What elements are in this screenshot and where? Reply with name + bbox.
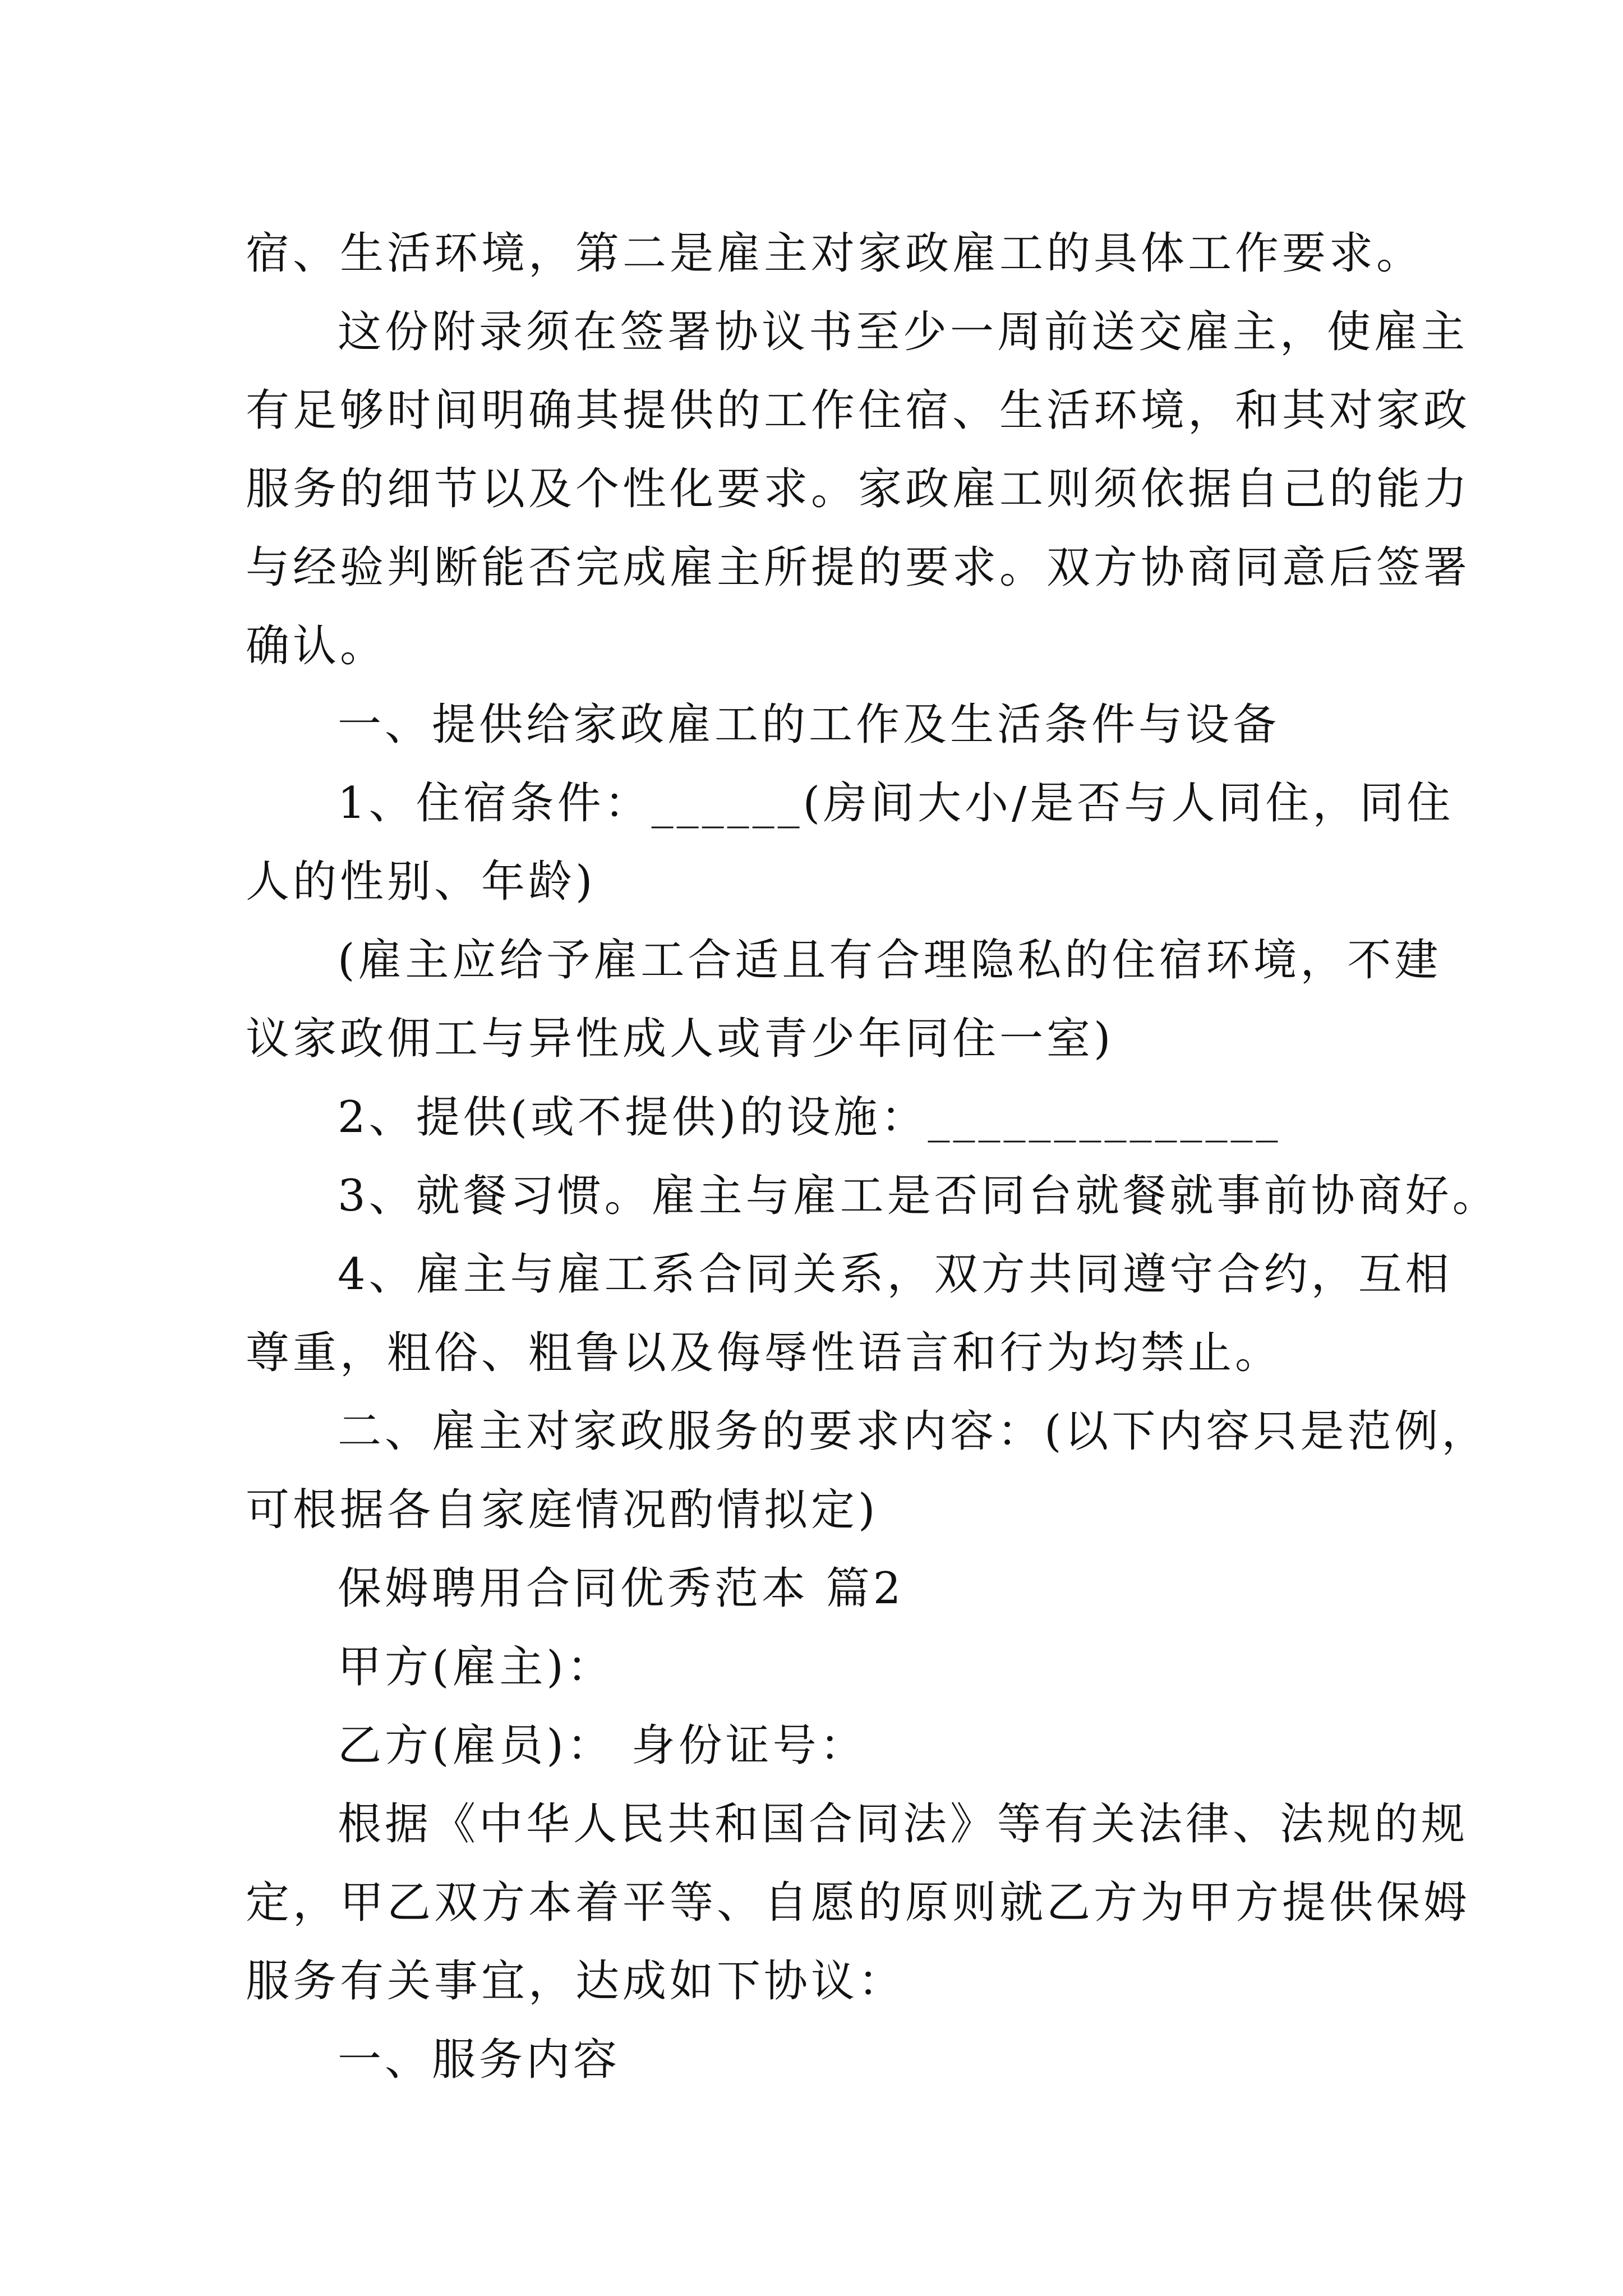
paragraph-line: (雇主应给予雇工合适且有合理隐私的住宿环境，不建: [338, 935, 1442, 986]
document-title: 保姆聘用合同优秀范本 篇2: [338, 1563, 905, 1614]
party-b-line: 乙方(雇员)： 身份证号：: [338, 1720, 867, 1771]
text-line: 服务的细节以及个性化要求。家政雇工则须依据自己的能力: [246, 464, 1471, 514]
section-heading: 一、提供给家政雇工的工作及生活条件与设备: [338, 700, 1280, 750]
text-line: 尊重，粗俗、粗鲁以及侮辱性语言和行为均禁止。: [246, 1328, 1283, 1378]
paragraph-line: 2、提供(或不提供)的设施：______________: [338, 1092, 1281, 1143]
party-a-line: 甲方(雇主)：: [338, 1642, 614, 1692]
document-body: [246, 214, 1500, 2099]
section-heading: 一、服务内容: [338, 2035, 621, 2085]
text-line: 议家政佣工与异性成人或青少年同住一室): [246, 1014, 1114, 1064]
paragraph-line: 这份附录须在签署协议书至少一周前送交雇主，使雇主: [338, 307, 1469, 357]
paragraph-line: 3、就餐习惯。雇主与雇工是否同台就餐就事前协商好。: [338, 1171, 1500, 1221]
paragraph-line: 根据《中华人民共和国合同法》等有关法律、法规的规: [338, 1799, 1469, 1849]
text-line: 可根据各自家庭情况酌情拟定): [246, 1485, 879, 1535]
text-line: 与经验判断能否完成雇主所提的要求。双方协商同意后签署: [246, 542, 1471, 593]
text-line: 确认。: [246, 621, 388, 671]
text-line: 人的性别、年龄): [246, 857, 596, 907]
text-line: 服务有关事宜，达成如下协议：: [246, 1956, 906, 2007]
paragraph-line: 1、住宿条件：______(房间大小/是否与人同住，同住: [338, 778, 1454, 829]
text-line: 宿、生活环境，第二是雇主对家政雇工的具体工作要求。: [246, 228, 1424, 279]
section-heading: 二、雇主对家政服务的要求内容：(以下内容只是范例，: [338, 1406, 1489, 1457]
text-line: 有足够时间明确其提供的工作住宿、生活环境，和其对家政: [246, 385, 1471, 436]
paragraph-line: 4、雇主与雇工系合同关系，双方共同遵守合约，互相: [338, 1249, 1453, 1300]
text-line: 定，甲乙双方本着平等、自愿的原则就乙方为甲方提供保姆: [246, 1878, 1471, 1928]
